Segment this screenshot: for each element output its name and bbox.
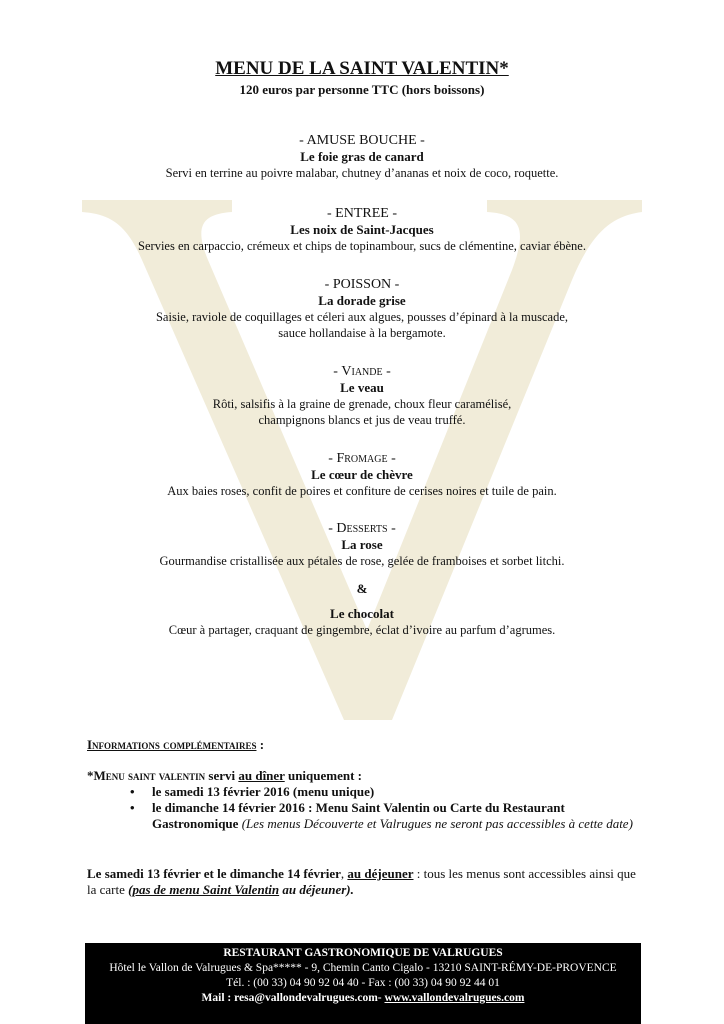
footer-address: Hôtel le Vallon de Valrugues & Spa***** - 9, Chemin Canto Cigalo - 13210 SAINT-RÉMY-DE-PROVENCE [109,962,617,974]
course-category: - POISSON - [324,277,400,292]
list-item: • le samedi 13 février 2016 (menu unique) [152,784,647,800]
course-dish: La rose [341,537,383,552]
footer-contact-line [85,991,641,1006]
course-dish: Le foie gras de canard [300,149,424,164]
course-category: - Fromage - [328,451,396,466]
course-description: sauce hollandaise à la bergamote. [278,326,446,340]
dessert-ampersand: & [356,581,368,596]
course-viande [0,363,724,428]
course-description: Rôti, salsifis à la graine de grenade, choux fleur caramélisé, [212,397,512,411]
course-category: - AMUSE BOUCHE - [299,133,425,148]
course-dish: Le veau [340,380,384,395]
course-description: champignons blancs et jus de veau truffé. [258,413,466,427]
course-fromage [0,450,724,499]
course-dish: Le cœur de chèvre [311,467,413,482]
info-title: Informations complémentaires [87,737,257,752]
footer-restaurant-name: RESTAURANT GASTRONOMIQUE DE VALRUGUES [223,947,503,959]
course-category: - Desserts - [328,521,396,536]
page-title: MENU DE LA SAINT VALENTIN* [215,58,509,79]
course-dish: Le chocolat [330,606,394,621]
star-note: *Menu saint valentin servi au dîner uniquement : [87,768,363,783]
course-entree [0,205,724,254]
course-category: - Viande - [333,364,391,379]
price-subtitle: 120 euros par personne TTC (hors boissons) [239,82,485,97]
website-link[interactable]: www.vallondevalrugues.com [384,992,525,1004]
footer-mail: Mail : resa@vallondevalrugues.com- [201,992,385,1004]
course-description: Saisie, raviole de coquillages et céleri aux algues, pousses d’épinard à la muscade, [155,310,568,324]
course-dish: Les noix de Saint-Jacques [290,222,434,237]
dinner-dates-list [87,784,647,832]
course-description: Cœur à partager, craquant de gingembre, éclat d’ivoire au parfum d’agrumes. [168,623,556,637]
info-heading [87,737,647,753]
footer-phone: Tél. : (00 33) 04 90 92 04 40 - Fax : (00 33) 04 90 92 44 01 [226,977,500,989]
dinner-info [87,768,647,832]
course-category: - ENTREE - [327,206,397,221]
lunch-info: Le samedi 13 février et le dimanche 14 février, au déjeuner : tous les menus sont accessibles ainsi que la carte (pas de menu Saint Valentin au déjeuner). [87,866,636,897]
footer-contact-box [85,943,641,1024]
course-poisson [0,276,724,341]
course-description: Servies en carpaccio, crémeux et chips de topinambour, sucs de clémentine, caviar ébène. [138,239,586,253]
course-description: Servi en terrine au poivre malabar, chutney d’ananas et noix de coco, roquette. [165,166,559,180]
course-dessert-chocolat [0,606,724,638]
course-description: Gourmandise cristallisée aux pétales de rose, gelée de framboises et sorbet litchi. [159,554,565,568]
course-amuse-bouche [0,132,724,181]
course-description: Aux baies roses, confit de poires et confiture de cerises noires et tuile de pain. [167,484,557,498]
course-dish: La dorade grise [318,293,406,308]
course-desserts [0,520,724,569]
info-title-suffix: : [256,737,265,752]
list-item: • le dimanche 14 février 2016 : Menu Saint Valentin ou Carte du Restaurant Gastronomique (Les menus Découverte et Valrugues ne seront pas accessibles à cette date) [152,800,647,832]
